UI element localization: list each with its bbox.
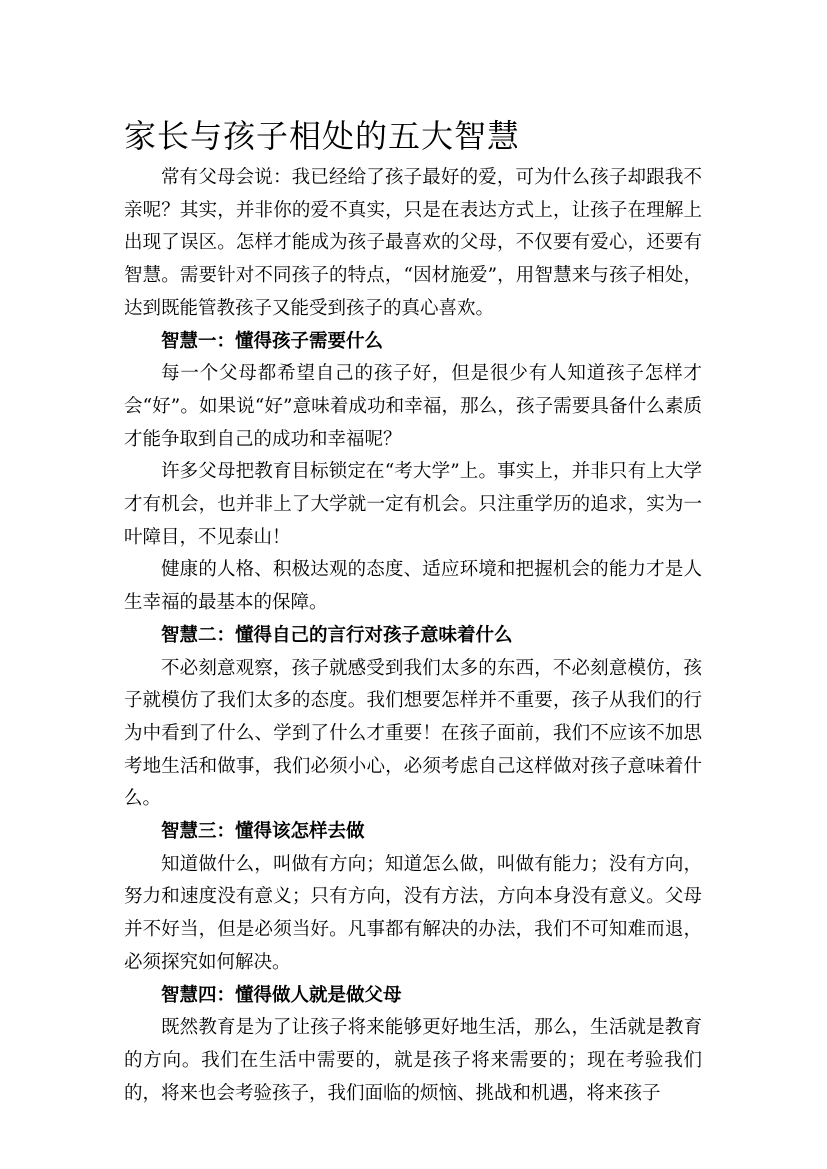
document-title: 家长与孩子相处的五大智慧: [124, 117, 521, 155]
section-heading-1: 智慧一：懂得孩子需要什么: [161, 330, 384, 352]
section-heading-4: 智慧四：懂得做人就是做父母: [161, 984, 402, 1006]
paragraph: 不必刻意观察，孩子就感受到我们太多的东西，不必刻意模仿，孩子就模仿了我们太多的态度。我们想要怎样并不重要，孩子从我们的行为中看到了什么、学到了什么才重要！在孩子面前，我们不应该不加思考地生活和做事，我们必须小心，必须考虑自己这样做对孩子意味着什么。: [124, 657, 702, 810]
paragraph: 每一个父母都希望自己的孩子好，但是很少有人知道孩子怎样才会“好”。如果说“好”意味着成功和幸福，那么，孩子需要具备什么素质才能争取到自己的成功和幸福呢？: [124, 363, 702, 450]
paragraph: 知道做什么，叫做有方向；知道怎么做，叫做有能力；没有方向，努力和速度没有意义；只有方向，没有方法，方向本身没有意义。父母并不好当，但是必须当好。凡事都有解决的办法，我们不可知难而退，必须探究如何解决。: [124, 853, 702, 973]
document-page: [124, 112, 702, 1110]
section-heading-3: 智慧三：懂得该怎样去做: [161, 821, 365, 843]
paragraph: 许多父母把教育目标锁定在“考大学”上。事实上，并非只有上大学才有机会，也并非上了大学就一定有机会。只注重学历的追求，实为一叶障目，不见泰山！: [124, 461, 702, 548]
section-heading-2: 智慧二：懂得自己的言行对孩子意味着什么: [161, 624, 513, 646]
paragraph: 健康的人格、积极达观的态度、适应环境和把握机会的能力才是人生幸福的最基本的保障。: [124, 559, 702, 614]
paragraph: 既然教育是为了让孩子将来能够更好地生活，那么，生活就是教育的方向。我们在生活中需要的，就是孩子将来需要的；现在考验我们的，将来也会考验孩子，我们面临的烦恼、挑战和机遇，将来孩子: [124, 1017, 702, 1104]
intro-paragraph: 常有父母会说：我已经给了孩子最好的爱，可为什么孩子却跟我不亲呢？其实，并非你的爱不真实，只是在表达方式上，让孩子在理解上出现了误区。怎样才能成为孩子最喜欢的父母，不仅要有爱心，还要有智慧。需要针对不同孩子的特点，“因材施爱”，用智慧来与孩子相处，达到既能管教孩子又能受到孩子的真心喜欢。: [124, 167, 702, 319]
